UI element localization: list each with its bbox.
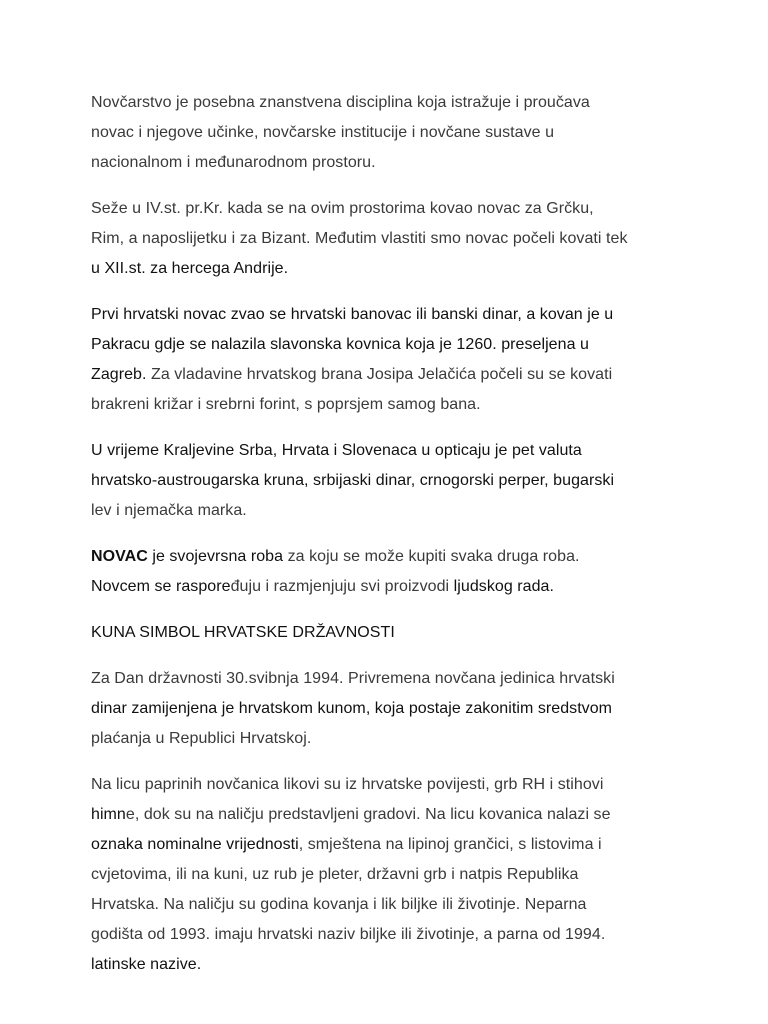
text-line	[91, 920, 691, 950]
text-line	[91, 148, 691, 178]
text-run: za koju se može kupiti svaka druga roba.	[283, 548, 580, 565]
paragraph	[91, 770, 691, 980]
text-run: cvjetovima, ili na kuni, uz rub je pleter, državni grb i natpis Republika	[91, 866, 579, 883]
text-run: Novčarstvo je posebna znanstvena disciplina koja istražuje i proučava	[91, 94, 590, 111]
text-run: nacionalnom i međunarodnom prostoru.	[91, 154, 376, 171]
text-run: Seže u IV.st. pr.Kr. kada se na ovim prostorima kovao novac za Grčku,	[91, 200, 594, 217]
document-body	[91, 88, 691, 996]
section-heading	[91, 618, 691, 648]
text-run: Zagreb.	[91, 366, 147, 383]
text-run: hrvatsko-austrougarska kruna, srbijaski dinar, crnogorski perper, bugarski	[91, 472, 615, 489]
text-run: brakreni križar i srebrni forint, s poprsjem samog bana.	[91, 396, 481, 413]
text-run: Rim, a naposlijetku i za Bizant. Međutim vlastiti smo novac počeli kovati tek	[91, 230, 628, 247]
text-run: Novcem se raspore	[91, 578, 231, 595]
text-run: Za Dan državnosti 30.svibnja 1994. Privremena novčana jedinica hrvatski	[91, 670, 615, 687]
text-line	[91, 330, 691, 360]
text-run: plaćanja u Republici Hrvatskoj.	[91, 730, 312, 747]
paragraph	[91, 300, 691, 420]
text-run: latinske nazive.	[91, 956, 202, 973]
text-line	[91, 724, 691, 754]
text-line	[91, 950, 691, 980]
text-line	[91, 254, 691, 284]
paragraph	[91, 88, 691, 178]
text-line	[91, 390, 691, 420]
text-run: Na licu paprinih novčanica likovi su iz hrvatske povijesti, grb RH i stihovi	[91, 776, 604, 793]
text-run: novac i njegove učinke, novčarske institucije i novčane sustave u	[91, 124, 555, 141]
text-run: dinar zamijenjena je hrvatskom kunom, koja postaje zakonitim sredstvom	[91, 700, 613, 717]
text-run: oznaka nominalne vrijednosti	[91, 836, 299, 853]
text-run: NOVAC	[91, 548, 148, 565]
text-run: đuju i razmjenjuju svi proizvodi	[230, 578, 454, 595]
text-line	[91, 466, 691, 496]
text-line	[91, 118, 691, 148]
text-line	[91, 572, 691, 602]
text-line	[91, 770, 691, 800]
text-run: Prvi hrvatski novac zvao se hrvatski banovac ili banski dinar, a kovan je u	[91, 306, 614, 323]
text-line	[91, 360, 691, 390]
text-run: ljudskog rada.	[453, 578, 554, 595]
text-run: Pakracu gdje se nalazila slavonska kovnica koja je 1260. preseljena u	[91, 336, 589, 353]
text-run: Za vladavine hrvatskog brana Josipa Jelačića počeli su se kovati	[146, 366, 613, 383]
text-run: je svojevrsna roba	[147, 548, 284, 565]
text-line	[91, 890, 691, 920]
text-line	[91, 618, 691, 648]
text-run: himn	[91, 806, 126, 823]
text-run: KUNA SIMBOL HRVATSKE DRŽAVNOSTI	[91, 624, 395, 641]
text-run: lev i njemačka marka.	[91, 502, 247, 519]
text-line	[91, 436, 691, 466]
text-line	[91, 694, 691, 724]
text-line	[91, 830, 691, 860]
text-line	[91, 224, 691, 254]
text-line	[91, 800, 691, 830]
paragraph	[91, 542, 691, 602]
text-line	[91, 300, 691, 330]
paragraph	[91, 436, 691, 526]
text-line	[91, 860, 691, 890]
text-run: , smještena na lipinoj grančici, s listovima i	[298, 836, 602, 853]
text-run: U vrijeme Kraljevine Srba, Hrvata i Slovenaca u opticaju je pet valuta	[91, 442, 582, 459]
text-line	[91, 664, 691, 694]
text-run: Hrvatska. Na naličju su godina kovanja i lik biljke ili životinje. Neparna	[91, 896, 587, 913]
text-line	[91, 496, 691, 526]
paragraph	[91, 664, 691, 754]
text-run: godišta od 1993. imaju hrvatski naziv biljke ili životinje, a parna od 1994.	[91, 926, 606, 943]
text-line	[91, 88, 691, 118]
paragraph	[91, 194, 691, 284]
text-run: u XII.st. za hercega Andrije.	[91, 260, 289, 277]
text-run: e, dok su na naličju predstavljeni gradovi. Na licu kovanica nalazi se	[125, 806, 611, 823]
text-line	[91, 194, 691, 224]
text-line	[91, 542, 691, 572]
